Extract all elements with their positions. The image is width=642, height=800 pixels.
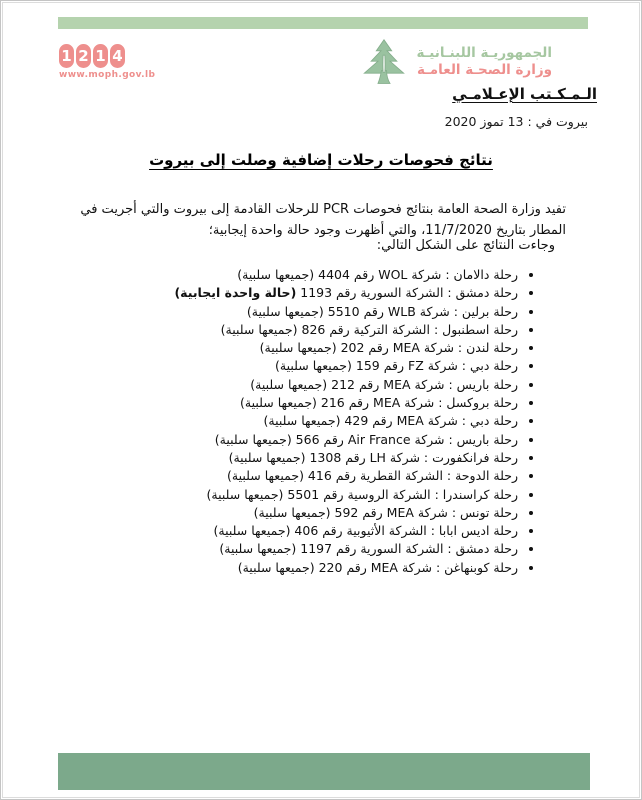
document-title-text: نتائج فحوصات رحلات إضافية وصلت إلى بيروت <box>149 151 493 169</box>
moph-hotline-logo <box>59 44 169 80</box>
flight-item <box>174 467 518 485</box>
results-lead: وجاءت النتائج على الشكل التالي: <box>376 238 555 253</box>
ministry-name: وزارة الصحـة العامـة <box>416 62 552 78</box>
flight-item-text: رحلة الدوحة : الشركة القطرية رقم 416 (جميعها سلبية) <box>227 468 518 484</box>
flight-item <box>174 321 518 339</box>
flight-item <box>174 486 518 504</box>
flight-item-text: رحلة فرانكفورت : شركة LH رقم 1308 (جميعها سلبية) <box>228 449 518 465</box>
flight-item <box>174 540 518 558</box>
intro-paragraph: تفيد وزارة الصحة العامة بنتائج فحوصات PCR للرحلات القادمة إلى بيروت والتي أجريت في المطار بتاريخ 11/7/2020، والتي أظهرت وجود حالة واحدة إيجابية؛ <box>80 202 566 238</box>
flight-item <box>174 303 518 321</box>
ministry-header <box>357 38 553 86</box>
document-title <box>0 150 642 169</box>
flight-item <box>174 412 518 430</box>
hotline-digit: 1 <box>59 44 74 68</box>
flight-item-text: رحلة برلين : شركة WLB رقم 5510 (جميعها سلبية) <box>246 303 518 319</box>
flight-item-text: رحلة اسطنبول : الشركة التركية رقم 826 (جميعها سلبية) <box>220 321 518 337</box>
bottom-accent-bar <box>58 753 590 790</box>
hotline-digits <box>59 44 169 68</box>
flight-item-text: رحلة باريس : شركة MEA رقم 212 (جميعها سلبية) <box>250 376 518 392</box>
ministry-name-block <box>417 45 553 79</box>
hotline-digit: 2 <box>76 44 91 68</box>
flight-item <box>174 266 518 284</box>
flight-item <box>174 284 518 302</box>
flight-item <box>174 376 518 394</box>
flight-item <box>174 522 518 540</box>
flight-item <box>174 559 518 577</box>
flight-item-text: رحلة دالامان : شركة WOL رقم 4404 (جميعها سلبية) <box>237 267 518 282</box>
moph-website-url: www.moph.gov.lb <box>59 70 156 80</box>
date-line: بيروت في : 13 تموز 2020 <box>444 114 588 129</box>
flight-item <box>174 357 518 375</box>
flight-item <box>174 431 518 449</box>
hotline-digit: 1 <box>93 44 108 68</box>
flight-item-text: رحلة دمشق : الشركة السورية رقم 1197 (جميعها سلبية) <box>219 541 518 557</box>
flight-item-text: رحلة تونس : شركة MEA رقم 592 (جميعها سلبية) <box>253 504 518 520</box>
flight-item-text: رحلة كراسندرا : الشركة الروسية رقم 5501 (جميعها سلبية) <box>206 486 518 502</box>
flight-item-text: رحلة اديس ابابا : الشركة الأثيوبية رقم 406 (جميعها سلبية) <box>213 523 518 539</box>
flight-item-text: رحلة دبي : شركة FZ رقم 159 (جميعها سلبية) <box>275 358 518 374</box>
top-accent-bar <box>58 17 588 29</box>
flight-item-text: رحلة لندن : شركة MEA رقم 202 (جميعها سلبية) <box>259 340 518 356</box>
media-office-title: الـمـكـتب الإعـلامـي <box>452 85 597 103</box>
flight-item-positive-result: (حالة واحدة ايجابية) <box>174 285 297 301</box>
flight-item-text: رحلة دبي : شركة MEA رقم 429 (جميعها سلبية) <box>263 413 518 429</box>
flight-item-text: رحلة دمشق : الشركة السورية رقم 1193 <box>296 285 518 301</box>
flight-item <box>174 394 518 412</box>
cedar-tree-icon <box>357 38 411 86</box>
republic-name: الجمهوريـة اللبنـانيـة <box>416 45 552 61</box>
hotline-digit: 4 <box>110 44 125 68</box>
flight-item <box>174 339 518 357</box>
flight-item-text: رحلة بروكسل : شركة MEA رقم 216 (جميعها سلبية) <box>240 395 518 411</box>
flight-results-list <box>174 266 534 577</box>
flight-item-text: رحلة كوبنهاغن : شركة MEA رقم 220 (جميعها سلبية) <box>237 559 518 575</box>
flight-item <box>174 504 518 522</box>
flight-item <box>174 449 518 467</box>
flight-item-text: رحلة باريس : شركة Air France رقم 566 (جميعها سلبية) <box>214 431 518 447</box>
